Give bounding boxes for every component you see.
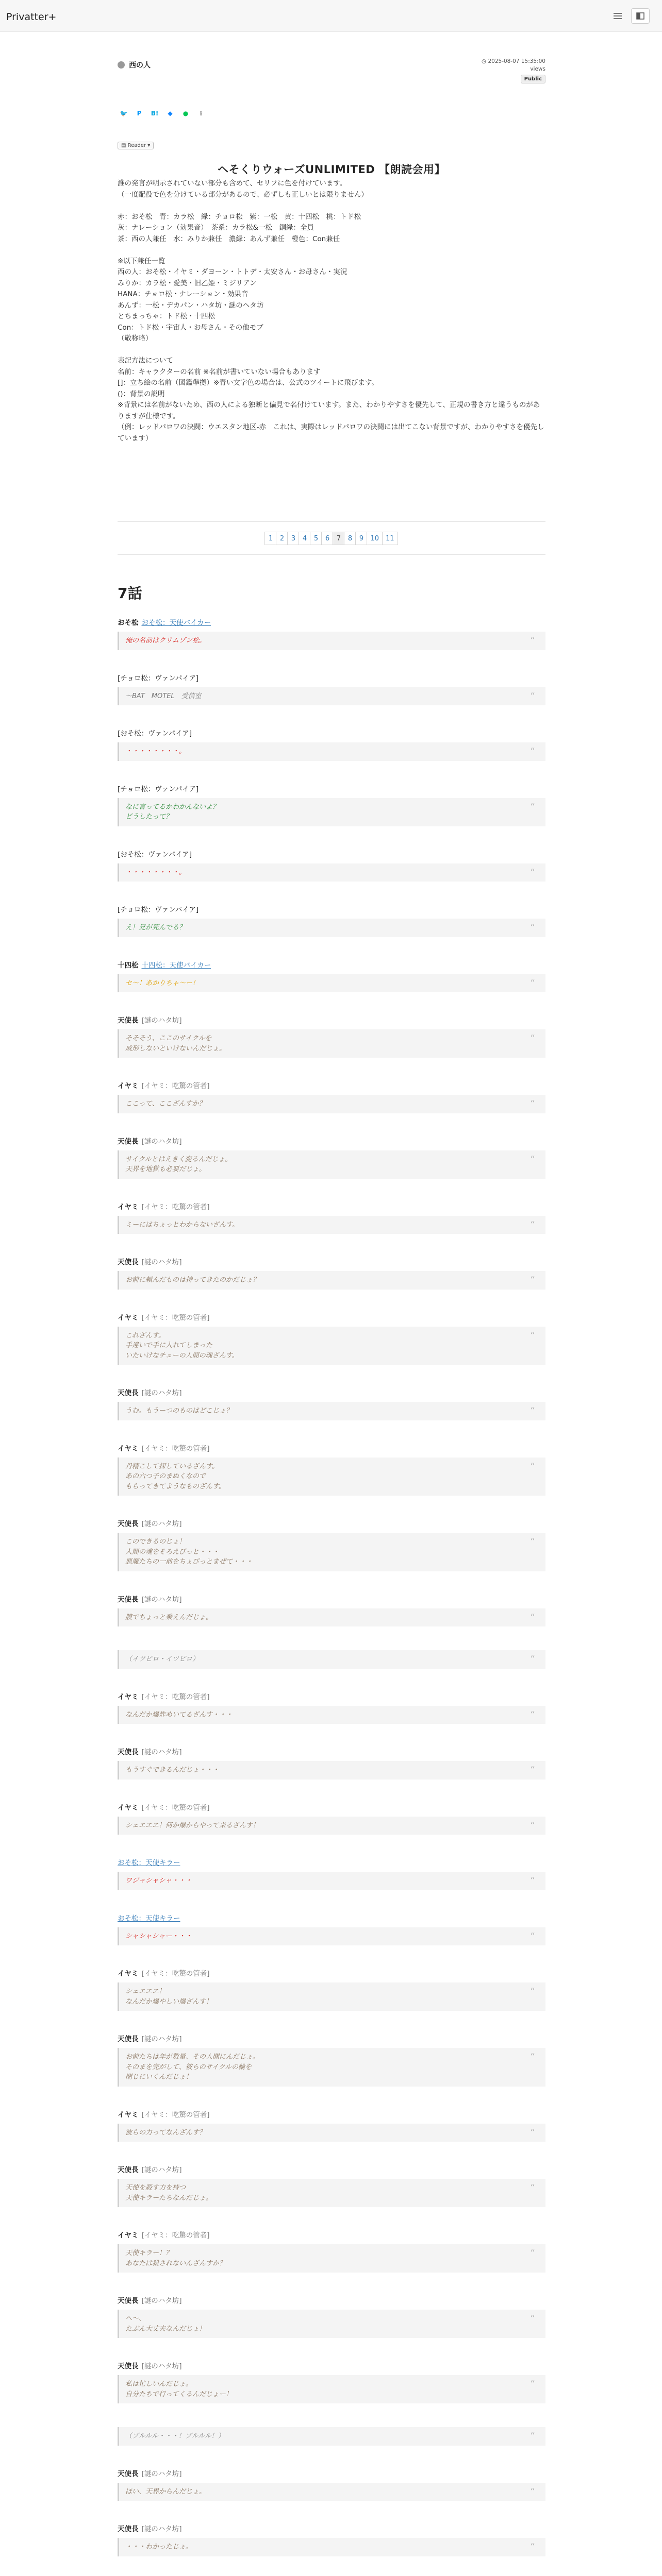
dialogue-quote <box>118 1095 545 1113</box>
quote-line: 俺の名前はクリムゾン松。 <box>125 637 206 645</box>
speaker-name: 天使長 <box>118 1748 139 1756</box>
description-line <box>118 345 545 356</box>
speaker-name: イヤミ <box>118 2231 139 2240</box>
dialogue-quote <box>118 1458 545 1496</box>
sprite-label: [謎のハタ坊] <box>141 1016 182 1025</box>
speaker-line <box>118 785 545 794</box>
dialogue-block <box>118 2035 545 2087</box>
quote-mark-icon: “ <box>530 2486 535 2497</box>
twitter-icon[interactable]: 🐦 <box>120 110 128 117</box>
quote-mark-icon: “ <box>530 1275 535 1285</box>
speaker-name: 天使長 <box>118 1520 139 1528</box>
dialogue-quote <box>118 798 545 826</box>
visibility-badge: Public <box>521 75 545 83</box>
description-line: []：立ち絵の名前（図鑑準拠）※青い文字色の場合は、公式のツイートに飛びます。 <box>118 379 378 387</box>
dialogue-quote <box>118 1761 545 1780</box>
dialogue-quote <box>118 1327 545 1365</box>
quote-line: 天使を殺す力を持つ <box>125 2184 186 2192</box>
speaker-line <box>118 674 545 683</box>
dialogue-quote <box>118 2538 545 2556</box>
sprite-label: [謎のハタ坊] <box>141 2035 182 2043</box>
dialogue-quote <box>118 1817 545 1835</box>
quote-line: もらってきてようなものざんす。 <box>125 1482 225 1490</box>
speaker-name: イヤミ <box>118 1803 139 1812</box>
quote-mark-icon: “ <box>530 1330 535 1341</box>
quote-mark-icon: “ <box>530 1709 535 1720</box>
speaker-line <box>118 1202 545 1212</box>
quote-line: お前たちは年が数量、その人間にんだじょ。 <box>125 2053 260 2061</box>
page-link-11[interactable]: 11 <box>382 532 398 545</box>
description-line: 西の人：おそ松・イヤミ・ダヨーン・トトデ・太安さん・お母さん・実況 <box>118 268 347 276</box>
dialogue-quote <box>118 1150 545 1179</box>
speaker-line <box>118 2524 545 2534</box>
menu-lines-icon[interactable] <box>608 8 627 24</box>
description-line: とちまっちゃ：トド松・十四松 <box>118 312 215 320</box>
speaker-line <box>118 961 545 970</box>
quote-mark-icon: “ <box>530 1986 535 1997</box>
chapter-title: 7話 <box>118 585 142 602</box>
dialogue-block <box>118 2165 545 2207</box>
quote-line: 人間の魂をそろえびっと・・・ <box>125 1548 220 1556</box>
quote-line: そのまを完がして、彼らのサイクルの輪を <box>125 2063 252 2071</box>
quote-mark-icon: “ <box>530 1154 535 1165</box>
dialogue-block <box>118 1748 545 1780</box>
sprite-label: [謎のハタ坊] <box>141 1520 182 1528</box>
quote-mark-icon: “ <box>530 635 535 646</box>
dialogue-block <box>118 1444 545 1496</box>
quote-line: このできるのじょ！ <box>125 1538 186 1546</box>
quote-mark-icon: “ <box>530 1536 535 1547</box>
quote-mark-icon: “ <box>530 1612 535 1623</box>
sprite-label: [イヤミ：吃驚の管者] <box>141 1803 210 1812</box>
dialogue-quote <box>118 1271 545 1290</box>
dialogue-block <box>118 850 545 882</box>
sprite-label: [謎のハタ坊] <box>141 1137 182 1146</box>
speaker-line <box>118 1388 545 1398</box>
speaker-name: 天使長 <box>118 1258 139 1266</box>
reader-mode-button[interactable]: ▤ Reader ▾ <box>118 142 154 149</box>
sprite-label: [イヤミ：吃驚の管者] <box>141 2110 210 2119</box>
speaker-line <box>118 1914 545 1923</box>
sprite-link[interactable]: 十四松：天使バイカー <box>141 961 211 970</box>
sprite-label: [謎のハタ坊] <box>141 2469 182 2478</box>
quote-line: ～BAT MOTEL 受信室 <box>125 692 202 700</box>
quote-mark-icon: “ <box>530 2248 535 2259</box>
dialogue-quote <box>118 2483 545 2501</box>
sprite-label: [謎のハタ坊] <box>141 1748 182 1756</box>
speaker-name: 天使長 <box>118 2166 139 2174</box>
description-line <box>118 200 545 212</box>
dialogue-quote <box>118 2048 545 2087</box>
description-line: （一度配役で色を分けている部分があるので、必ずしも正しいとは限りません） <box>118 190 368 199</box>
dialogue-quote <box>118 632 545 650</box>
dialogue-quote <box>118 2310 545 2338</box>
quote-line: 天使キラーたちなんだじょ。 <box>125 2194 213 2202</box>
quote-mark-icon: “ <box>530 1219 535 1230</box>
quote-line: ここって、ここざんすか？ <box>125 1100 206 1108</box>
description-line: （敬称略） <box>118 334 153 343</box>
divider <box>118 554 545 555</box>
quote-line: あの六つ子のまぬくなので <box>125 1472 206 1480</box>
dialogue-block <box>118 1914 545 1946</box>
speaker-name: イヤミ <box>118 1082 139 1090</box>
quote-line: うむ。もうーつのものはどこじょ？ <box>125 1407 233 1415</box>
sprite-label: [イヤミ：吃驚の管者] <box>141 1970 210 1978</box>
page-link-10[interactable]: 10 <box>367 532 383 545</box>
sprite-label: [謎のハタ坊] <box>141 2297 182 2305</box>
dialogue-quote <box>118 1872 545 1890</box>
quote-mark-icon: “ <box>530 977 535 989</box>
quote-line: 私は忙しいんだじょ。 <box>125 2380 193 2388</box>
quote-mark-icon: “ <box>530 2182 535 2193</box>
speaker-name: イヤミ <box>118 1444 139 1453</box>
page-link-4[interactable]: 4 <box>299 532 310 545</box>
speaker-line <box>118 2110 545 2120</box>
quote-line: 彼らの力ってなんざんす？ <box>125 2128 206 2137</box>
speaker-line <box>118 905 545 914</box>
quote-line: 自分たちで行ってくるんだじょー！ <box>125 2390 233 2398</box>
page-link-5[interactable]: 5 <box>310 532 322 545</box>
quote-line: いたいけなチューの人間の魂ざんす。 <box>125 1351 239 1360</box>
dialogue-block <box>118 1650 545 1669</box>
speaker-name: 天使長 <box>118 2362 139 2370</box>
quote-line: これざんす。 <box>125 1331 165 1340</box>
sprite-link[interactable]: おそ松：天使バイカー <box>141 619 211 627</box>
dialogue-block <box>118 729 545 761</box>
description-line: 名前：キャラクターの名前 ※名前が書いていない場合もあります <box>118 367 321 376</box>
dialogue-block <box>118 2427 545 2446</box>
dialogue-block <box>118 1969 545 2011</box>
avatar[interactable] <box>118 61 125 69</box>
dialogue-quote <box>118 687 545 706</box>
dialogue-quote <box>118 1029 545 1058</box>
dialogue-quote <box>118 1402 545 1420</box>
speaker-line <box>118 850 545 859</box>
sprite-label: [謎のハタ坊] <box>141 2166 182 2174</box>
speaker-line <box>118 1313 545 1323</box>
sprite-label: [謎のハタ坊] <box>141 1258 182 1266</box>
quote-line: ワジャシャシャ・・・ <box>125 1877 192 1885</box>
dialogue-block <box>118 961 545 993</box>
quote-line: なんだか爆炸めいてるざんす・・・ <box>125 1710 233 1719</box>
quote-line: 膜でちょっと乗えんだじょ。 <box>125 1613 213 1621</box>
pagination <box>118 532 545 545</box>
quote-line: ほい、天界からんだじょ。 <box>125 2487 206 2496</box>
speaker-line <box>118 1519 545 1529</box>
sprite-label: [イヤミ：吃驚の管者] <box>141 2231 210 2240</box>
speaker-name: 天使長 <box>118 2525 139 2533</box>
quote-mark-icon: “ <box>530 1654 535 1665</box>
dialogue-block <box>118 2362 545 2403</box>
speaker-line <box>118 1858 545 1868</box>
dialogue-quote <box>118 2179 545 2207</box>
quote-line: そそそう、ここのサイクルを <box>125 1035 212 1042</box>
dialogue-block <box>118 618 545 650</box>
speaker-line <box>118 1258 545 1267</box>
dialogue-quote <box>118 742 545 761</box>
dialogue-block <box>118 1081 545 1113</box>
page-link-2[interactable]: 2 <box>276 532 288 545</box>
pixiv-icon[interactable]: P <box>137 110 142 117</box>
dialogue-quote <box>118 1608 545 1627</box>
quote-mark-icon: “ <box>530 2313 535 2324</box>
speaker-name: 天使長 <box>118 1137 139 1146</box>
dialogue-block <box>118 2524 545 2556</box>
quote-mark-icon: “ <box>530 867 535 878</box>
quote-line: なんだか爆やしい爆ざんす！ <box>125 1997 213 2006</box>
speaker-line <box>118 1803 545 1812</box>
description-line: 灰：ナレーション（効果音） 茶系：カラ松&一松 銅緑：全員 <box>118 224 314 232</box>
description-line: Con：トド松・宇宙人・お母さん・その他モブ <box>118 323 263 332</box>
speaker-line <box>118 2362 545 2371</box>
sprite-label: [謎のハタ坊] <box>141 2525 182 2533</box>
post-meta <box>482 58 545 83</box>
dialogue-quote <box>118 863 545 882</box>
speaker-line <box>118 2231 545 2240</box>
speaker-line <box>118 1969 545 1978</box>
speaker-name: イヤミ <box>118 2110 139 2119</box>
dialogue-quote <box>118 1982 545 2011</box>
line-icon[interactable]: ● <box>183 110 189 117</box>
author-row <box>118 60 151 70</box>
speaker-line <box>118 1595 545 1604</box>
theme-toggle-icon[interactable] <box>631 8 650 24</box>
quote-mark-icon: “ <box>530 1765 535 1775</box>
quote-line: シャシャシャー・・・ <box>125 1932 192 1940</box>
share-row <box>120 109 205 117</box>
description-line: みりか：カラ松・愛美・旧乙姫・ミジリアン <box>118 279 257 287</box>
dialogue-quote <box>118 919 545 937</box>
page-link-6[interactable]: 6 <box>321 532 333 545</box>
quote-line: シェエエエ！何か爆からやって来るざんす！ <box>125 1821 259 1829</box>
speaker-name: イヤミ <box>118 1202 139 1211</box>
quote-line: え！兄が死んでる？ <box>125 924 186 931</box>
quote-line: へ～、 <box>125 2315 146 2323</box>
work-description <box>118 178 545 444</box>
sprite-label: [イヤミ：吃驚の管者] <box>141 1082 210 1090</box>
dialogue-quote <box>118 2427 545 2446</box>
dialogue-quote <box>118 1927 545 1946</box>
dialogue-block <box>118 1016 545 1058</box>
bluesky-icon[interactable]: ◆ <box>168 110 173 117</box>
description-line: 表記方法について <box>118 357 173 365</box>
dialogue-quote <box>118 2244 545 2273</box>
dialogue-quote <box>118 1650 545 1669</box>
quote-mark-icon: “ <box>530 2541 535 2552</box>
page-link-8[interactable]: 8 <box>344 532 356 545</box>
share-icon[interactable]: ⇪ <box>198 110 204 117</box>
speaker-line <box>118 1137 545 1146</box>
description-line: あんず：一松・デカパン・ハタ坊・謎のヘタ坊 <box>118 301 264 310</box>
dialogue-block <box>118 1313 545 1365</box>
speaker-line <box>118 1444 545 1453</box>
sprite-link[interactable]: おそ松：天使キラー <box>118 1859 180 1867</box>
quote-line: セ～！あかりちゃ～ー！ <box>125 979 200 987</box>
sprite-label: [イヤミ：吃驚の管者] <box>141 1313 210 1322</box>
dialogue-block <box>118 1388 545 1420</box>
view-count: views <box>530 66 545 72</box>
quote-line: 天使キラー！？ <box>125 2249 173 2257</box>
dialogue-block <box>118 674 545 706</box>
quote-mark-icon: “ <box>530 2127 535 2138</box>
quote-mark-icon: “ <box>530 2431 535 2442</box>
speaker-line <box>118 2165 545 2175</box>
quote-line: お前に頼んだものは持ってきたのかだじょ？ <box>125 1276 260 1284</box>
speaker-name: 天使長 <box>118 2297 139 2305</box>
quote-line: シェエエエ！ <box>125 1988 166 1995</box>
dialogue-quote <box>118 2124 545 2142</box>
page-link-9[interactable]: 9 <box>355 532 367 545</box>
dialogue-quote <box>118 2375 545 2403</box>
speaker-name: 天使長 <box>118 2469 139 2478</box>
dialogue-block <box>118 785 545 826</box>
quote-mark-icon: “ <box>530 746 535 757</box>
quote-line: ・・・・・・・・。 <box>125 868 186 876</box>
divider <box>118 521 545 522</box>
description-line <box>118 245 545 256</box>
speaker-name: 天使長 <box>118 1016 139 1025</box>
quote-mark-icon: “ <box>530 1875 535 1886</box>
description-line: ※背景には名前がないため、西の人による独断と偏見で名付けています。また、わかりやすさを優先して、正規の書き方と違うものがありますが仕様です。 <box>118 401 540 420</box>
description-line: 茶：西の人兼任 水：みりか兼任 濃緑：あんず兼任 橙色：Con兼任 <box>118 234 340 243</box>
sprite-label: [謎のハタ坊] <box>141 2362 182 2370</box>
sprite-link[interactable]: おそ松：天使キラー <box>118 1914 180 1923</box>
dialogue-block <box>118 2296 545 2338</box>
description-line: ※以下兼任一覧 <box>118 257 166 265</box>
dialogue-block <box>118 2231 545 2273</box>
dialogue-quote <box>118 1533 545 1571</box>
dialogue-quote <box>118 1706 545 1724</box>
dialogue-block <box>118 2110 545 2142</box>
dialogue-block <box>118 1692 545 1724</box>
quote-line: もうすぐできるんだじょ・・・ <box>125 1766 220 1774</box>
quote-mark-icon: “ <box>530 1820 535 1831</box>
dialogue-block <box>118 1137 545 1179</box>
work-title: ヘそくりウォーズUNLIMITED 【朗読会用】 <box>217 163 446 176</box>
quote-mark-icon: “ <box>530 2052 535 2062</box>
sprite-label: [謎のハタ坊] <box>141 1595 182 1604</box>
quote-line: 天界を地獄も必要だじょ。 <box>125 1165 206 1173</box>
speaker-name: イヤミ <box>118 1692 139 1701</box>
quote-line: ・・・わかったじょ。 <box>125 2543 193 2551</box>
speaker-line <box>118 2469 545 2479</box>
speaker-line <box>118 1748 545 1757</box>
speaker-name: イヤミ <box>118 1313 139 1322</box>
quote-line: どうしたって？ <box>125 813 173 821</box>
quote-line: 閉じにいくんだじょ！ <box>125 2073 193 2081</box>
sprite-label: [イヤミ：吃驚の管者] <box>141 1444 210 1453</box>
dialogue-quote <box>118 1216 545 1234</box>
speaker-line <box>118 1692 545 1702</box>
description-line: （例：レッドパロワの決闘：ウエスタン地区-赤 これは、実際はレッドパロワの決闘には出てこない背景ですが、わかりやすさを優先しています） <box>118 423 544 443</box>
dialogue-quote <box>118 974 545 993</box>
dialogue-block <box>118 905 545 937</box>
quote-line: ・・・・・・・・。 <box>125 748 186 755</box>
speaker-name: [おそ松：ヴァンパイア] <box>118 730 192 738</box>
dialogue-block <box>118 1858 545 1890</box>
dialogue-block <box>118 1202 545 1234</box>
quote-line: 丹精こして探しているざんす。 <box>125 1462 219 1470</box>
description-line: HANA：チョロ松・ナレーション・効果音 <box>118 290 249 298</box>
quote-line: あなたは殺されないんざんすか？ <box>125 2259 226 2267</box>
speaker-name: [チョロ松：ヴァンパイア] <box>118 674 199 683</box>
page-link-7[interactable]: 7 <box>333 532 344 545</box>
dialogue-block <box>118 1595 545 1627</box>
speaker-line <box>118 1016 545 1025</box>
quote-line: たぶん大丈夫なんだじょ！ <box>125 2325 206 2333</box>
hatena-icon[interactable]: B! <box>151 110 159 117</box>
speaker-name: [チョロ松：ヴァンパイア] <box>118 906 199 914</box>
quote-line: 悪魔たちの一前をちょびっとまぜて・・・ <box>125 1558 253 1566</box>
speaker-name: 天使長 <box>118 2035 139 2043</box>
speaker-name: [チョロ松：ヴァンパイア] <box>118 785 199 793</box>
description-line: 誰の発言が明示されていない部分も含めて、セリフに色を付けています。 <box>118 179 347 188</box>
dialogue-block <box>118 1258 545 1290</box>
quote-line: なに言ってるかわかんないよ？ <box>125 803 220 811</box>
dialogue-block <box>118 1803 545 1835</box>
speaker-name: 天使長 <box>118 1595 139 1604</box>
page-link-1[interactable]: 1 <box>264 532 276 545</box>
top-navbar <box>0 0 662 32</box>
speaker-name: おそ松 <box>118 619 139 627</box>
quote-mark-icon: “ <box>530 922 535 933</box>
dialogue-block <box>118 1519 545 1571</box>
quote-line: （イツピロ・イツピロ） <box>125 1655 200 1663</box>
description-line: ()：背景の説明 <box>118 389 165 398</box>
quote-line: ミーにはちょっとわからないざんす。 <box>125 1221 239 1229</box>
speaker-line <box>118 2296 545 2306</box>
post-date: 2025-08-07 15:35:00 <box>488 58 545 64</box>
speaker-line <box>118 1081 545 1091</box>
speaker-name: 十四松 <box>118 961 139 970</box>
quote-mark-icon: “ <box>530 1930 535 1942</box>
speaker-line <box>118 618 545 628</box>
quote-mark-icon: “ <box>530 1033 535 1044</box>
speaker-name: イヤミ <box>118 1970 139 1978</box>
quote-line: サイクルとはえきく変るんだじょ。 <box>125 1155 232 1163</box>
quote-mark-icon: “ <box>530 801 535 812</box>
quote-mark-icon: “ <box>530 690 535 702</box>
site-brand[interactable]: Privatter+ <box>6 11 57 23</box>
speaker-line <box>118 729 545 738</box>
sprite-label: [イヤミ：吃驚の管者] <box>141 1692 210 1701</box>
author-name[interactable]: 西の人 <box>129 61 151 70</box>
description-line: 赤：おそ松 青：カラ松 緑：チョロ松 紫：一松 黄：十四松 桃：トド松 <box>118 212 361 221</box>
speaker-name: [おそ松：ヴァンパイア] <box>118 850 192 859</box>
speaker-line <box>118 2035 545 2044</box>
quote-mark-icon: “ <box>530 1098 535 1109</box>
speaker-name: 天使長 <box>118 1389 139 1397</box>
quote-mark-icon: “ <box>530 1405 535 1416</box>
quote-line: （ブルルル・・・！ブルルル！） <box>125 2432 225 2440</box>
quote-line: 成形しないといけないんだじょ。 <box>125 1044 226 1053</box>
clock-icon: ◷ <box>481 58 487 64</box>
sprite-label: [イヤミ：吃驚の管者] <box>141 1202 210 1211</box>
sprite-label: [謎のハタ坊] <box>141 1389 182 1397</box>
quote-line: 手違いで手に入れてしまった <box>125 1342 213 1349</box>
quote-mark-icon: “ <box>530 1461 535 1472</box>
quote-mark-icon: “ <box>530 2379 535 2389</box>
page-link-3[interactable]: 3 <box>287 532 299 545</box>
dialogue-block <box>118 2469 545 2501</box>
